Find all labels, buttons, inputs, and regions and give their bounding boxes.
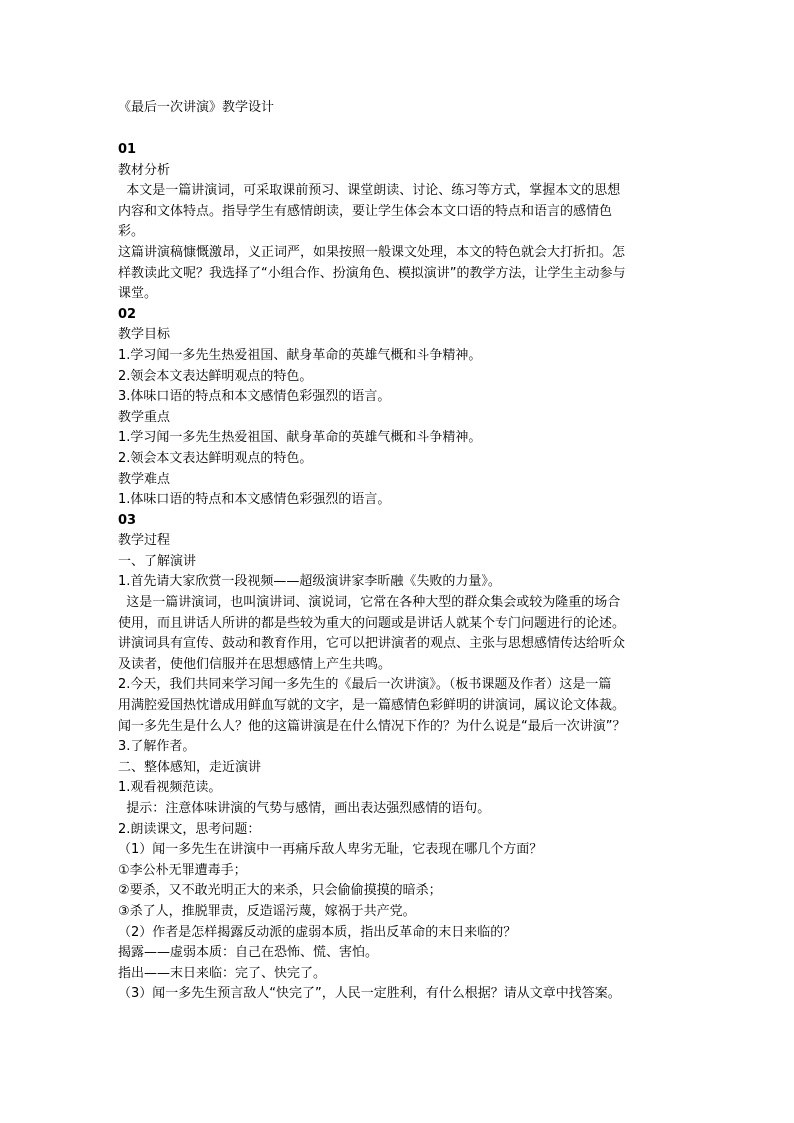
text-line: 1.体味口语的特点和本文感情色彩强烈的语言。 [118,492,391,508]
text-line: 教材分析 [118,162,171,178]
text-line: 样教读此文呢？我选择了“小组合作、扮演角色、模拟演讲”的教学方法，让学生主动参与 [118,265,626,281]
text-line: 内容和文体特点。指导学生有感情朗读，要让学生体会本文口语的特点和语言的感情色 [118,203,613,219]
section-number: 01 [118,142,137,157]
text-line: 教学目标 [118,327,171,343]
document-body [118,140,678,1005]
text-line: 用满腔爱国热忱谱成用鲜血写就的文字，是一篇感情色彩鲜明的讲演词，属议论文体裁。 [118,698,626,714]
text-line: 本文是一篇讲演词，可采取课前预习、课堂朗读、讨论、练习等方式，掌握本文的思想 [118,183,621,199]
text-line: ②要杀，又不敢光明正大的来杀，只会偷偷摸摸的暗杀； [118,883,442,899]
text-line: 2.今天，我们共同来学习闻一多先生的《最后一次讲演》。（板书课题及作者）这是一篇 [118,677,612,693]
text-line: 及读者，使他们信服并在思想感情上产生共鸣。 [118,656,392,672]
text-line: 1.首先请大家欣赏一段视频——超级演讲家李昕融《失败的力量》。 [118,574,501,590]
text-line: 1.观看视频范读。 [118,780,222,796]
document-title: 《最后一次讲演》教学设计 [118,100,275,115]
text-line: 提示：注意体味讲演的气势与感情，画出表达强烈感情的语句。 [118,801,491,816]
text-line: 二、整体感知，走近演讲 [118,759,262,775]
text-line: 2.领会本文表达鲜明观点的特色。 [118,450,313,466]
text-line: 1.学习闻一多先生热爱祖国、献身革命的英雄气概和斗争精神。 [118,347,482,363]
text-line: （3）闻一多先生预言敌人“快完了”，人民一定胜利，有什么根据？请从文章中找答案。 [118,986,621,1002]
text-line: 教学难点 [118,471,171,487]
text-line: 3.体味口语的特点和本文感情色彩强烈的语言。 [118,389,391,405]
text-line: 揭露——虚弱本质：自己在恐怖、慌、害怕。 [118,945,379,961]
text-line: （2）作者是怎样揭露反动派的虚弱本质，指出反革命的末日来临的？ [118,924,517,940]
text-line: 教学过程 [118,533,171,549]
section-number: 03 [118,512,137,528]
text-line: 指出——末日来临：完了、快完了。 [118,965,327,981]
text-line: 一、了解演讲 [118,553,197,569]
text-line: 彩。 [118,224,145,240]
text-line: 使用，而且讲话人所讲的都是些较为重大的问题或是讲话人就某个专门问题进行的论述。 [118,615,626,631]
text-line: （1）闻一多先生在讲演中一再痛斥敌人卑劣无耻，它表现在哪几个方面？ [118,842,543,858]
text-line: 讲演词具有宣传、鼓动和教育作用，它可以把讲演者的观点、主张与思想感情传达给听众 [118,636,626,652]
text-line: 3.了解作者。 [118,739,196,755]
section-number: 02 [118,306,137,322]
text-line: 2.领会本文表达鲜明观点的特色。 [118,368,313,384]
text-line: 闻一多先生是什么人？他的这篇讲演是在什么情况下作的？为什么说是“最后一次讲演”？ [118,718,626,734]
text-line: 2.朗读课文，思考问题： [118,821,261,837]
text-line: 1.学习闻一多先生热爱祖国、献身革命的英雄气概和斗争精神。 [118,430,482,446]
text-line: 教学重点 [118,409,171,425]
text-line: 课堂。 [118,286,158,302]
text-line: 这是一篇讲演词，也叫演讲词、演说词，它常在各种大型的群众集会或较为隆重的场合 [118,595,621,611]
text-line: ①李公朴无罪遭毒手； [118,862,247,878]
text-line: ③杀了人，推脱罪责，反造谣污蔑，嫁祸于共产党。 [118,903,416,919]
text-line: 这篇讲演稿慷慨激昂，义正词严，如果按照一般课文处理，本文的特色就会大打折扣。怎 [118,244,626,260]
